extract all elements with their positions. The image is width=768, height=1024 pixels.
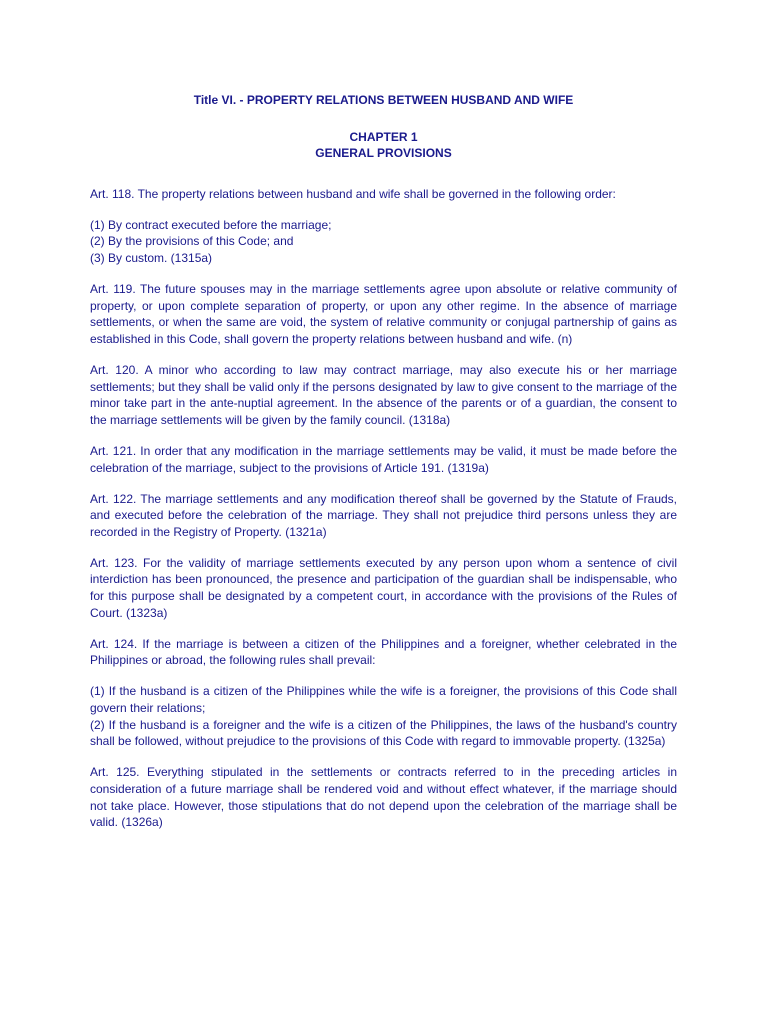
article-118-item: (1) By contract executed before the marriage;: [90, 217, 332, 232]
article-124-item: (2) If the husband is a foreigner and the wife is a citizen of the Philippines, the laws of the husband's country shall be followed, without prejudice to the provisions of this Code with regard to immovable property. (1325a): [90, 717, 677, 749]
document-page: [90, 92, 677, 845]
article-118-list: [90, 217, 677, 267]
article-120: Art. 120. A minor who according to law may contract marriage, may also execute his or her marriage settlements; but they shall be valid only if the persons designated by law to give consent to the marriage of the minor take part in the ante-nuptial agreement. In the absence of the parents or of a guardian, the consent to the marriage settlements will be given by the family council. (1318a): [90, 363, 677, 427]
chapter-heading: [90, 129, 677, 162]
article-121: Art. 121. In order that any modification in the marriage settlements may be valid, it must be made before the celebration of the marriage, subject to the provisions of Article 191. (1319a): [90, 443, 677, 475]
document-title: Title VI. - PROPERTY RELATIONS BETWEEN HUSBAND AND WIFE: [193, 93, 574, 107]
article-124-intro: Art. 124. If the marriage is between a citizen of the Philippines and a foreigner, whether celebrated in the Philippines or abroad, the following rules shall prevail:: [90, 636, 677, 668]
article-119: Art. 119. The future spouses may in the marriage settlements agree upon absolute or relative community of property, or upon complete separation of property, or upon any other regime. In the absence of marriage settlements, or when the same are void, the system of relative community or conjugal partnership of gains as established in this Code, shall govern the property relations between husband and wife. (n): [90, 282, 677, 346]
article-118-intro: Art. 118. The property relations between husband and wife shall be governed in the following order:: [90, 186, 616, 201]
article-123: Art. 123. For the validity of marriage settlements executed by any person upon whom a sentence of civil interdiction has been pronounced, the presence and participation of the guardian shall be indispensable, who for this purpose shall be designated by a competent court, in accordance with the provisions of the Rules of Court. (1323a): [90, 555, 677, 620]
article-125: Art. 125. Everything stipulated in the settlements or contracts referred to in the preceding articles in consideration of a future marriage shall be rendered void and without effect whatever, if the marriage should not take place. However, those stipulations that do not depend upon the celebration of the marriage shall be valid. (1326a): [90, 765, 677, 830]
article-124-item: (1) If the husband is a citizen of the Philippines while the wife is a foreigner, the provisions of this Code shall govern their relations;: [90, 684, 677, 716]
article-122: Art. 122. The marriage settlements and any modification thereof shall be governed by the Statute of Frauds, and executed before the celebration of the marriage. They shall not prejudice third persons unless they are recorded in the Registry of Property. (1321a): [90, 491, 677, 539]
article-124-list: [90, 683, 677, 749]
chapter-number: CHAPTER 1: [349, 129, 418, 144]
article-118-item: (3) By custom. (1315a): [90, 251, 213, 266]
chapter-name: GENERAL PROVISIONS: [315, 146, 452, 161]
article-118-item: (2) By the provisions of this Code; and: [90, 234, 294, 249]
